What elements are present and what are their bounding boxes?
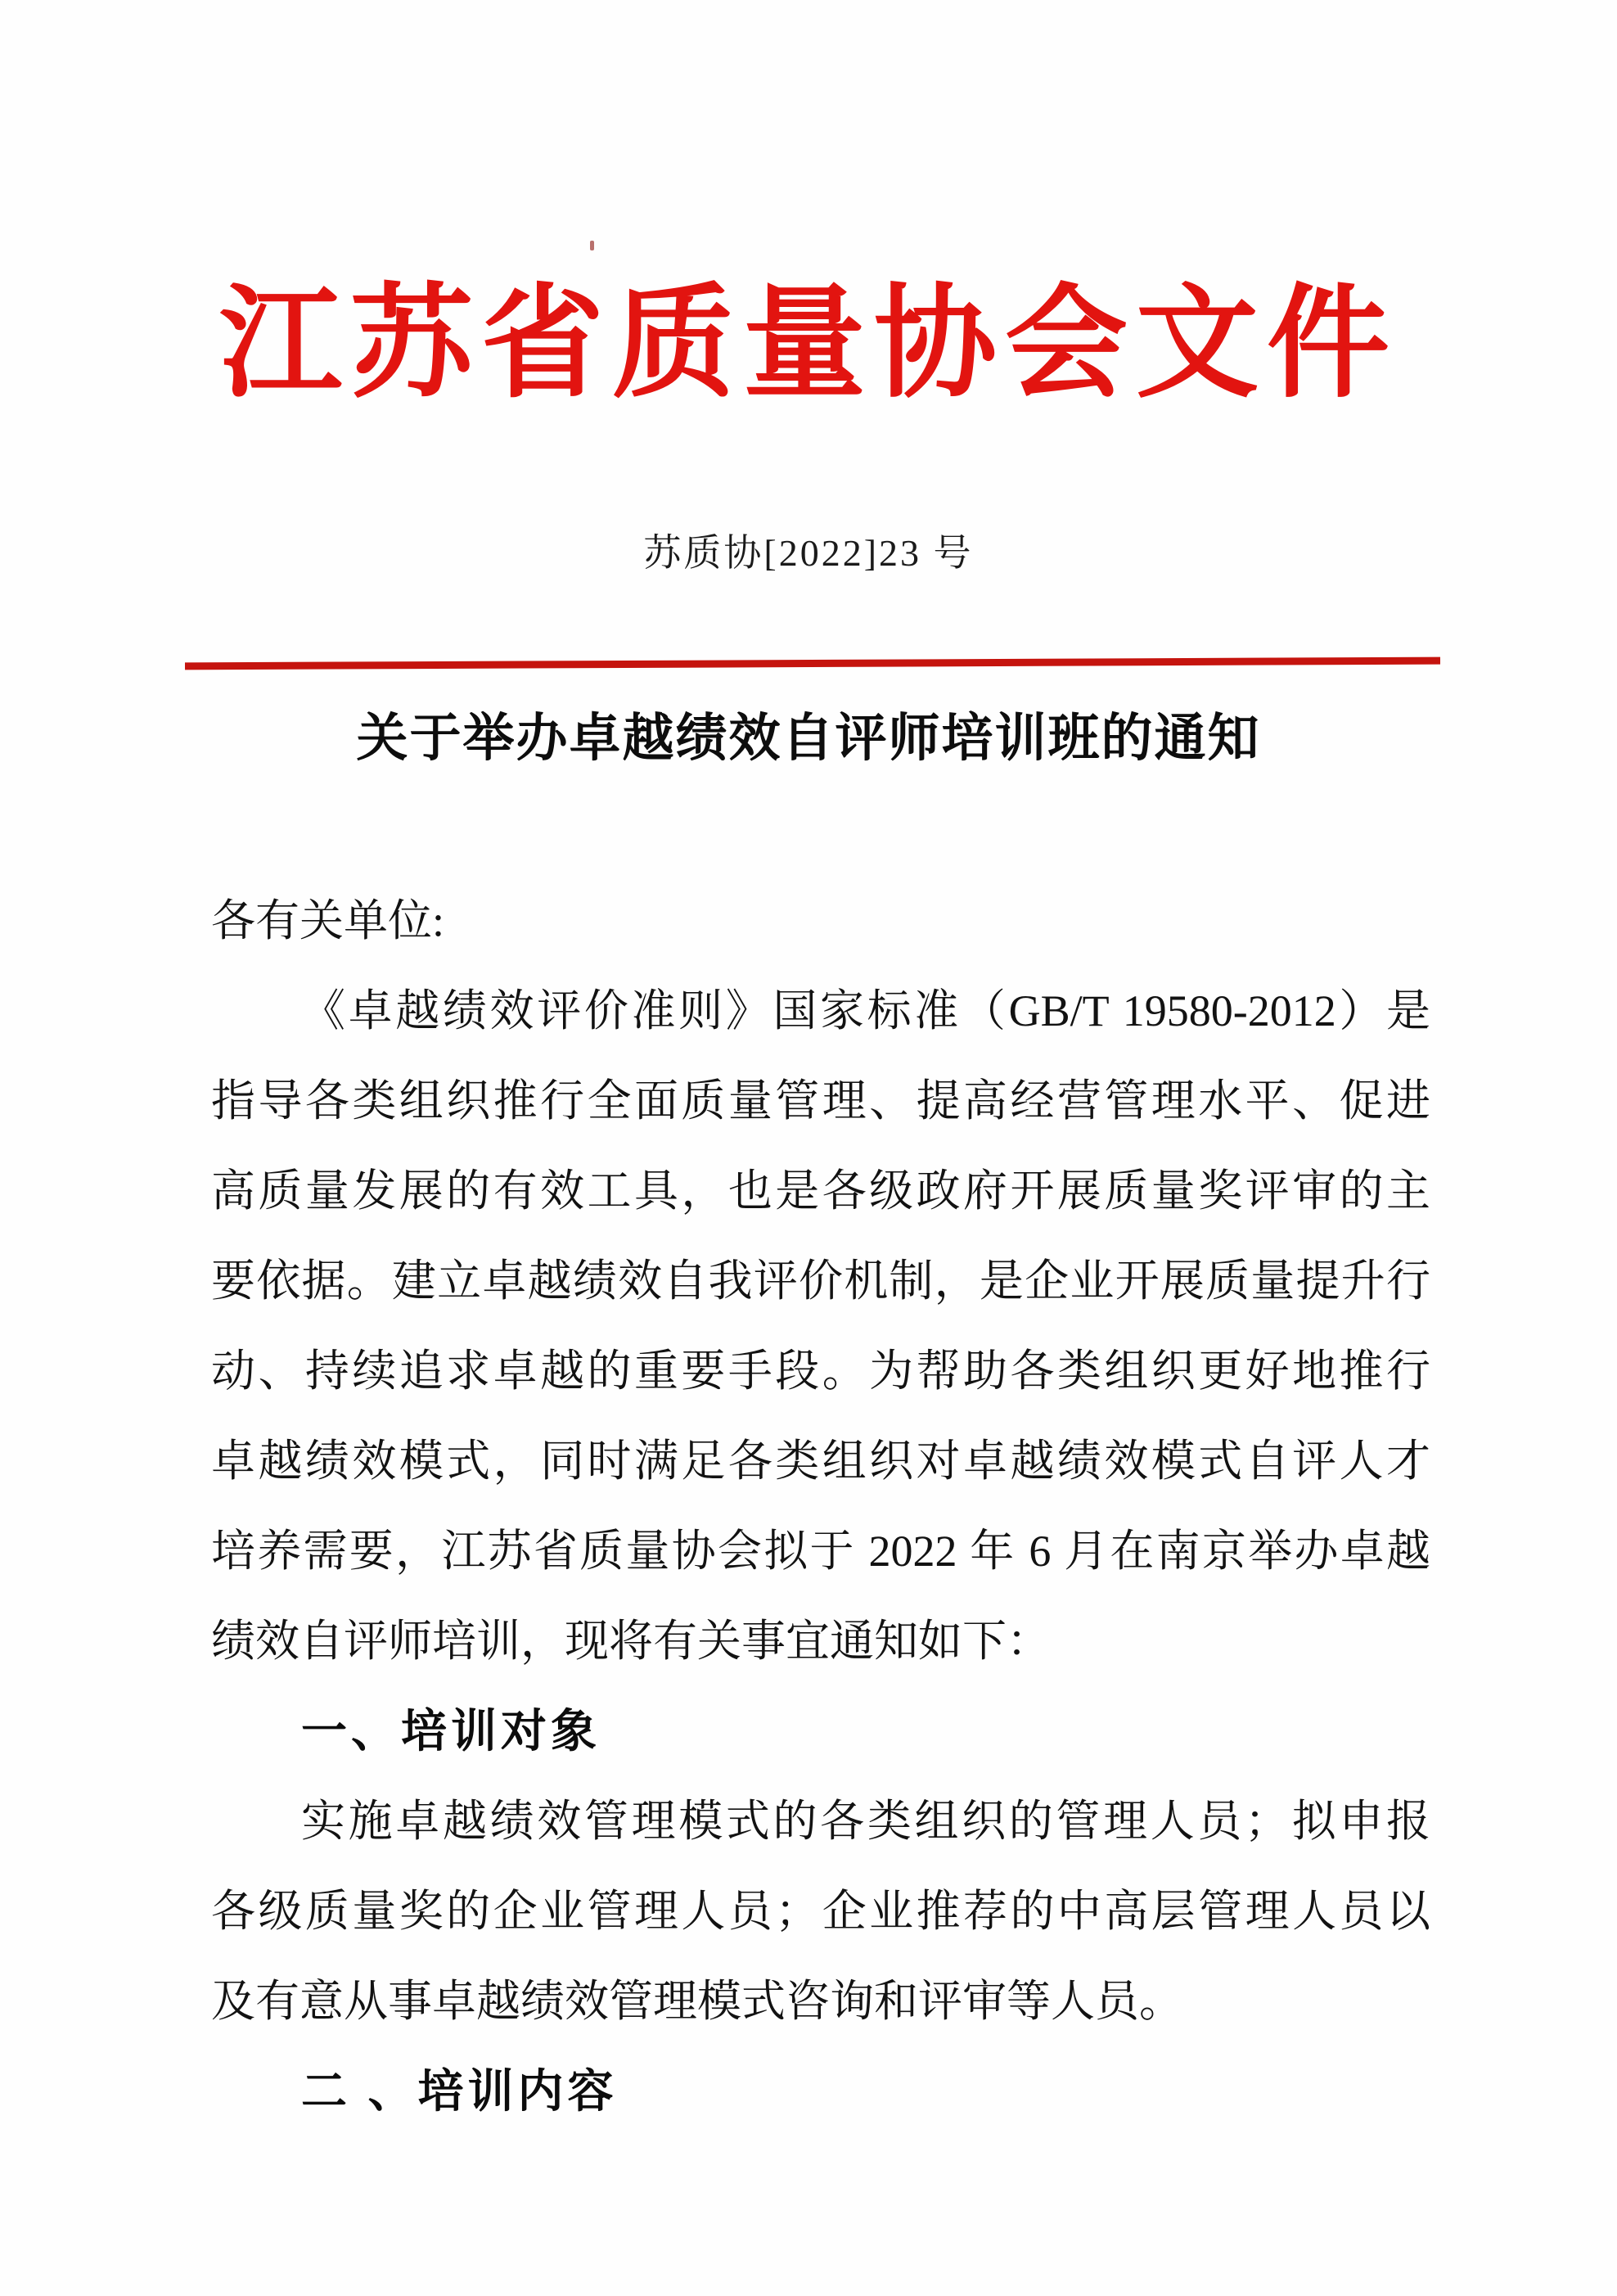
body-line: 《卓越绩效评价准则》国家标准（GB/T 19580-2012）是 [301,986,1430,1035]
body-line: 指导各类组织推行全面质量管理、提高经营管理水平、促进 [211,1076,1430,1125]
body-line: 实施卓越绩效管理模式的各类组织的管理人员；拟申报 [301,1797,1430,1846]
section-heading: 一、培训对象 [301,1705,601,1757]
section-heading: 二 、培训内容 [301,2065,618,2117]
body-line: 及有意从事卓越绩效管理模式咨询和评审等人员。 [211,1977,1183,2026]
scan-speck-mark [590,241,594,250]
body-line: 培养需要，江苏省质量协会拟于 2022 年 6 月在南京举办卓越 [211,1527,1430,1576]
body-line: 要依据。建立卓越绩效自我评价机制，是企业开展质量提升行 [211,1256,1430,1306]
body-line: 卓越绩效模式，同时满足各类组织对卓越绩效模式自评人才 [211,1437,1430,1486]
red-divider-line [185,657,1440,670]
notice-title: 关于举办卓越绩效自评师培训班的通知 [356,710,1261,767]
document-number: 苏质协[2022]23 号 [643,532,974,574]
body-line: 高质量发展的有效工具，也是各级政府开展质量奖评审的主 [211,1166,1430,1216]
body-line: 各级质量奖的企业管理人员；企业推荐的中高层管理人员以 [211,1887,1430,1936]
body-line: 绩效自评师培训，现将有关事宜通知如下： [211,1617,1051,1666]
red-header-org-title: 江苏省质量协会文件 [218,277,1398,413]
body-line: 各有关单位: [211,896,445,945]
notice-body [211,876,1430,2136]
body-line: 动、持续追求卓越的重要手段。为帮助各类组织更好地推行 [211,1346,1430,1396]
